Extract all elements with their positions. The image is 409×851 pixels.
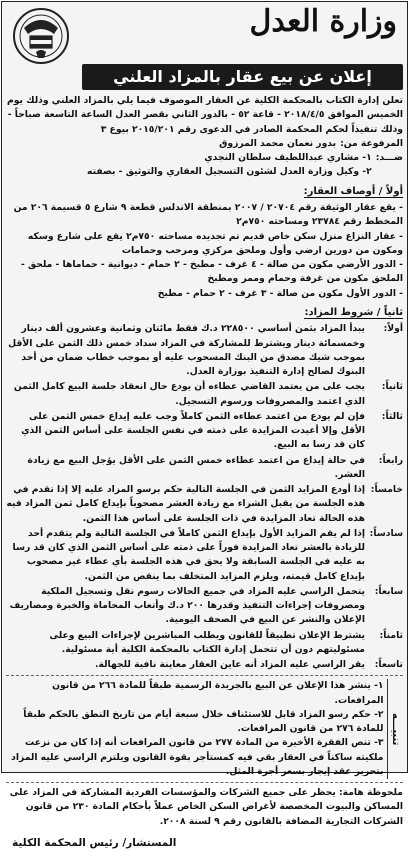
divider bbox=[6, 675, 403, 676]
condition-item: أولاً: يبدأ المزاد بثمن أساسي ٢٢٨٥٠٠ د.ك فقط مائتان وثمانية وعشرون ألف دينار وخمسمائة دينار ويشترط للمشاركة في المزاد سداد خمس ذلك الثمن على الأقل بموجب شيك مصدق من البنك المسحوب عليه أو بموجب خطاب ضمان من أحد البنوك لصالح إدارة التنفيذ بوزارة العدل. bbox=[8, 323, 403, 377]
notes-block bbox=[6, 679, 403, 779]
announcement-page bbox=[1, 1, 408, 849]
condition-item: رابعاً: في حالة إيداع من اعتمد عطاءه خمس الثمن على الأقل يؤجل البيع مع زيادة العشر. bbox=[27, 454, 403, 480]
note-item: ٢- حكم رسو المزاد قابل للاستئناف خلال سبعة أيام من تاريخ النطق بالحكم طبقاً للمادة ٢٧٦ من قانون المرافعات. bbox=[23, 708, 384, 734]
defendant-item: ٢- وكيل وزارة العدل لشئون التسجيل العقاري والتوثيق - بصفته bbox=[87, 166, 372, 178]
defendant-item: ١- مشاري عبداللطيف سلطان النجدي bbox=[204, 152, 372, 163]
conditions-section-title: ثانياً / شروط المزاد: bbox=[304, 306, 403, 318]
kuwait-emblem-icon bbox=[10, 6, 72, 66]
announcement-body bbox=[6, 94, 403, 849]
defendant-list bbox=[6, 151, 372, 180]
plaintiff-name: بدور نعمان محمد المرزوق bbox=[219, 137, 337, 149]
condition-item: ثامناً: يشترط الإعلان تطبيقاً للقانون ويطلب المباشرين لإجراءات البيع وعلى مسئوليتهم دون أن تتحمل إدارة الكتاب بالمحكمة الكلية أية مسئولية. bbox=[49, 629, 403, 655]
plaintiff-label: المرفوعة من: bbox=[340, 137, 403, 149]
ministry-title: وزارة العدل bbox=[249, 4, 397, 39]
notes-list bbox=[6, 679, 384, 779]
property-item: - الدور الأرضي مكون من صالة - ٤ غرف - مطبخ - ٢ حمام - ديوانية - حماماها - ملحق - الملحق مكون من غرفة وحمام وممر ومطبخ bbox=[20, 259, 403, 285]
notes-side-label: تنبيـــه bbox=[387, 679, 404, 779]
property-item: - عقار النزاع منزل سكن خاص قديم تم تجديده مساحته ٧٥٠م٢ يقع على شارع وسكه ومكون من دورين ارضي وأول وملحق مركزي ومرحب وحمامات bbox=[27, 230, 403, 256]
property-item: - يقع عقار الوثيقة رقم ٢٠٧٠٤ / ٢٠٠٧ بمنطقة الاندلس قطعة ٩ شارع ٥ قسيمة ٢٠٦ من المخطط رقم ٢٣٧٨٤ ومساحته ٧٥٠م٢ bbox=[13, 202, 403, 228]
property-item: - الدور الأول مكون من صالة - ٣ غرف - ٢ حمام - مطبخ bbox=[157, 287, 403, 299]
signature: المستشار/ رئيس المحكمة الكلية bbox=[12, 836, 177, 849]
intro-text: تعلن إدارة الكتاب بالمحكمة الكلية عن العقار الموصوف فيما يلي بالمزاد العلني وذلك يوم الخميس الموافق ٢٠١٨/٤/٥ - قاعة ٥٢ - بالدور الثاني بقصر العدل الساعة التاسعة صباحاً - وذلك تنفيذاً لحكم المحكمة الصادر في الدعوى رقم ٢٠١٥/٢٠١ بيوع ٣ bbox=[7, 95, 403, 135]
condition-item: ثانياً: يجب على من يعتمد القاضي عطاءه أن يودع حال انعقاد جلسة البيع كامل الثمن الذي اعتمد والمصروفات ورسوم التسجيل. bbox=[13, 381, 403, 407]
important-note: ملحوظة هامة: يحظر على جميع الشركات والمؤسسات الفردية المشاركة في المزاد على المساكن والبيوت المخصصة لأغراض السكن الخاص عملاً بأحكام المادة ٢٣٠ من قانون الشركات التجارية المضافة بالقانون رقم ٩ لسنة ٢٠٠٨. bbox=[9, 787, 403, 827]
announcement-banner: إعلان عن بيع عقار بالمزاد العلني bbox=[82, 64, 403, 90]
defendants-label: ضـــد: bbox=[375, 152, 403, 163]
condition-item: تاسعاً: يقر الراسي عليه المزاد أنه عاين العقار معاينة نافية للجهالة. bbox=[95, 659, 403, 670]
condition-item: سادساً: إذا لم يقم المزايد الأول بإيداع الثمن كاملاً في الجلسة التالية ولم يتقدم أحد للزيادة بالعشر تعاد المزايدة فوراً على ذمته على أساس الثمن الذي كان قد رسا به عليه في الجلسة السابقة ولا يحق في هذه الجلسة بأي عطاء غير مصحوب بإيداع كامل قيمته، ويلزم المزايد المتخلف بما ينقص من الثمن. bbox=[12, 527, 403, 582]
note-item: ١- ينشر هذا الإعلان عن البيع بالجريدة الرسمية طبقاً للمادة ٢٦٦ من قانون المرافعات. bbox=[52, 680, 384, 706]
condition-item: خامساً: إذا أودع المزايد الثمن في الجلسة التالية حكم برسو المزاد عليه إلا إذا تقدم في هذه الجلسة من يقبل الشراء مع زيادة العشر مصحوباً بإيداع كامل ثمن المزاد فيه هذه الحالة تعاد المزايدة في ذات الجلسة على أساس هذا الثمن. bbox=[6, 484, 403, 524]
plaintiff-row bbox=[6, 137, 403, 151]
condition-item: سابعاً: يتحمل الراسي عليه المزاد في جميع الحالات رسوم نقل وتسجيل الملكية ومصروفات إجراءات التنفيذ وقدرها ٢٠٠ د.ك وأتعاب المحاماة والخبرة ومصاريف الإعلان والنشر عن البيع في الصحف اليومية. bbox=[9, 585, 403, 626]
note-item: ٣- تنص الفقرة الأخيرة من المادة ٢٧٧ من قانون المرافعات أنه إذا كان من نزعت ملكيته ساكناً في العقار بقي فيه كمستأجر بقوة القانون ويلتزم الراسي عليه المزاد بتحرير عقد إيجار بسعر أجرة المثل. bbox=[11, 737, 384, 777]
divider bbox=[6, 782, 403, 783]
property-section-title: أولاً / أوصاف العقار: bbox=[303, 185, 403, 197]
defendants-row bbox=[6, 151, 403, 180]
header bbox=[2, 2, 407, 60]
condition-item: ثالثاً: فإن لم يودع من اعتمد عطاءه الثمن كاملاً وجب عليه إيداع خمس الثمن على الأقل وإلا أعيدت المزايدة على ذمته في نفس الجلسة على أساس الثمن الذي كان قد رسا به البيع. bbox=[21, 410, 403, 451]
